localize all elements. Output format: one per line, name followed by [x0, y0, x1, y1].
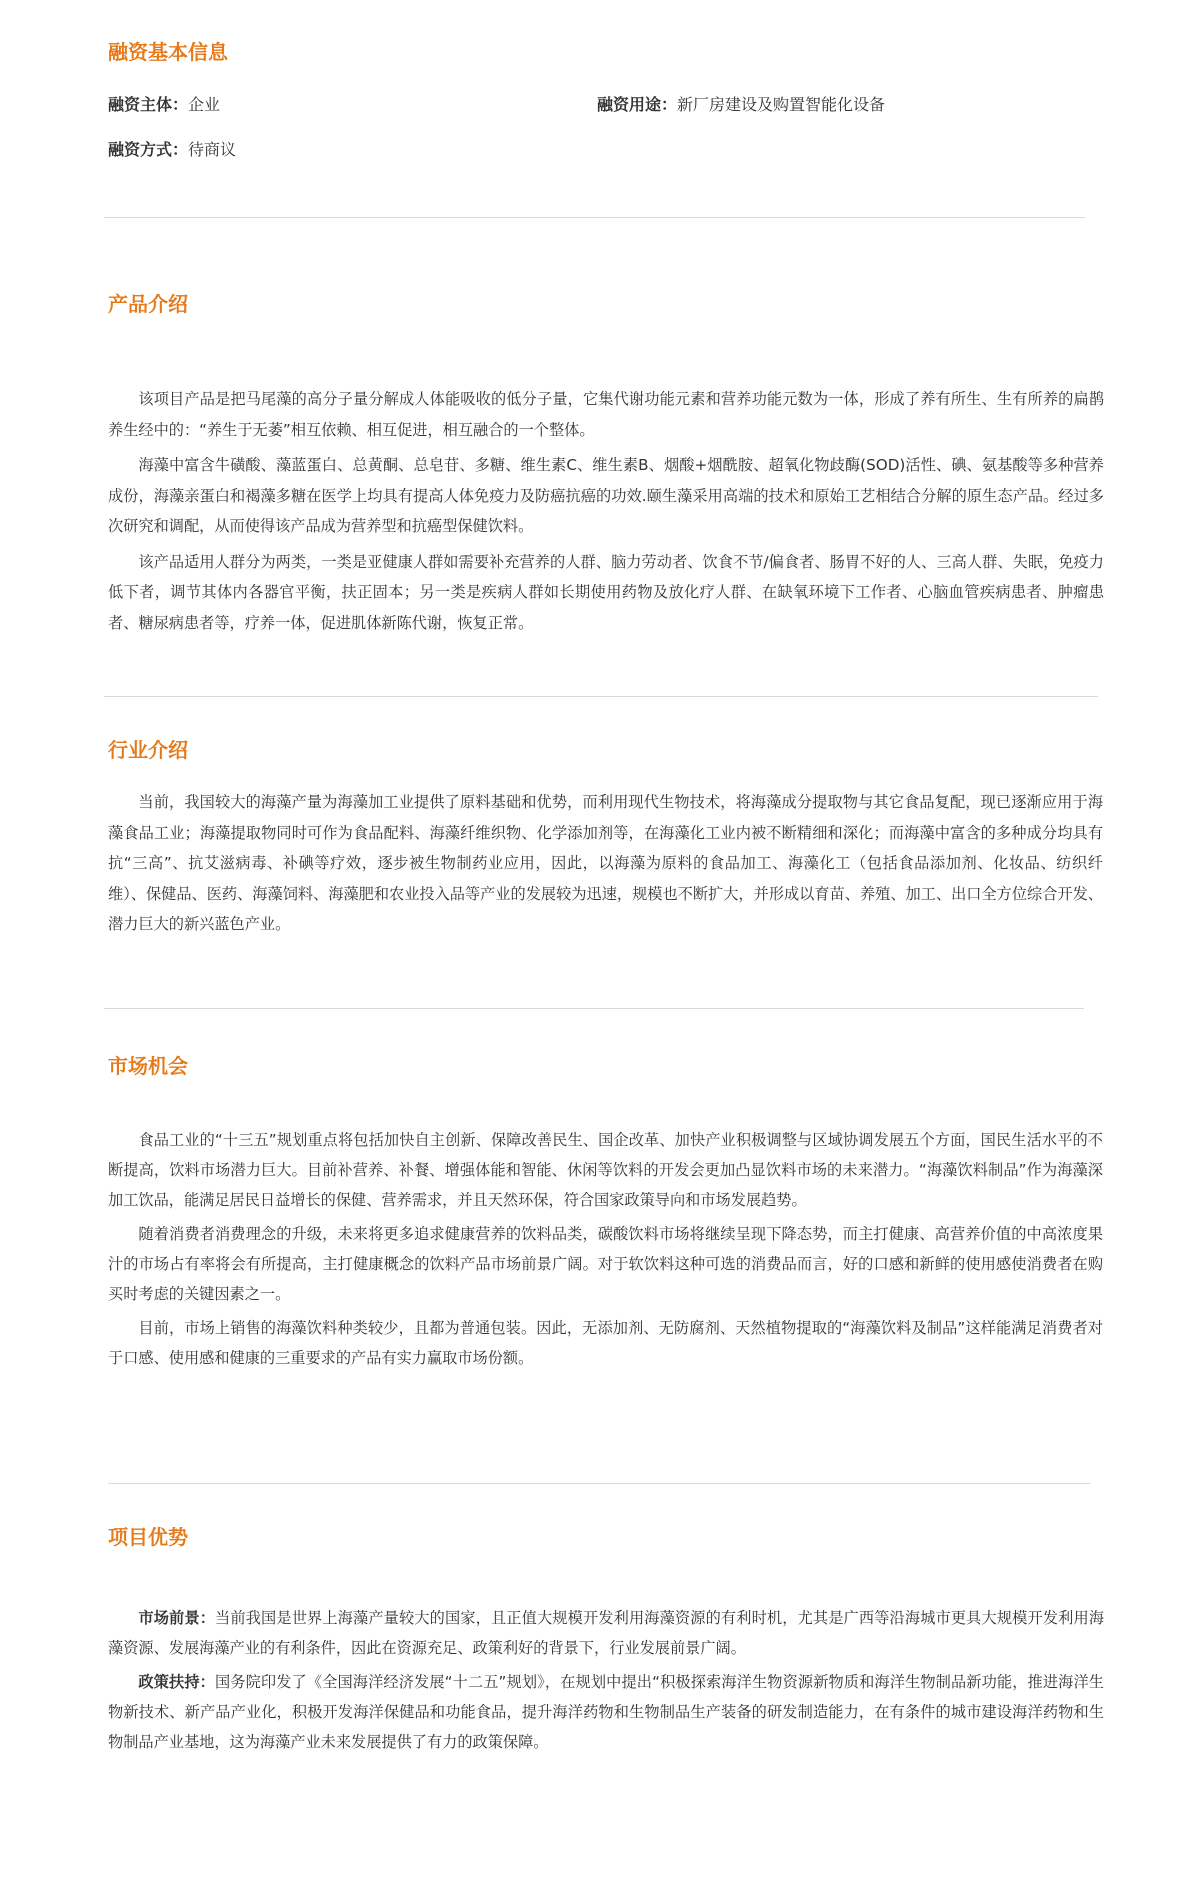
financing-usage-value: 新厂房建设及购置智能化设备: [677, 95, 886, 114]
paragraph: 海藻中富含牛磺酸、藻蓝蛋白、总黄酮、总皂苷、多糖、维生素C、维生素B、烟酸+烟酰胺、超氧化物歧酶(SOD)活性、碘、氨基酸等多种营养成份，海藻亲蛋白和褐藻多糖在医学上均具有提高人体免疫力及防癌抗癌的功效.颐生藻采用高端的技术和原始工艺相结合分解的原生态产品。经过多次研究和调配，从而使得该产品成为营养型和抗癌型保健饮料。: [108, 456, 1104, 535]
financing-subject-value: 企业: [188, 95, 221, 114]
divider: [104, 696, 1098, 697]
paragraph: 食品工业的“十三五”规划重点将包括加快自主创新、保障改善民生、国企改革、加快产业积极调整与区域协调发展五个方面，国民生活水平的不断提高，饮料市场潜力巨大。目前补营养、补餐、增强体能和智能、休闲等饮料的开发会更加凸显饮料市场的未来潜力。“海藻饮料制品”作为海藻深加工饮品，能满足居民日益增长的保健、营养需求，并且天然环保，符合国家政策导向和市场发展趋势。: [108, 1131, 1103, 1209]
market-body: [108, 1125, 1103, 1373]
section-title-market: 市场机会: [108, 1054, 188, 1078]
section-title-industry: 行业介绍: [108, 738, 188, 762]
financing-method-label: 融资方式：: [108, 140, 189, 159]
advantage-label: 政策扶持：: [138, 1673, 215, 1691]
paragraph: 该项目产品是把马尾藻的高分子量分解成人体能吸收的低分子量，它集代谢功能元素和营养功能元数为一体，形成了养有所生、生有所养的扁鹊养生经中的：“养生于无萎”相互依赖、相互促进，相互融合的一个整体。: [108, 390, 1104, 439]
section-title-advantage: 项目优势: [108, 1525, 188, 1549]
paragraph: 目前，市场上销售的海藻饮料种类较少，且都为普通包装。因此，无添加剂、无防腐剂、天然植物提取的“海藻饮料及制品”这样能满足消费者对于口感、使用感和健康的三重要求的产品有实力赢取市场份额。: [108, 1319, 1103, 1367]
divider: [104, 1008, 1084, 1009]
advantage-item-market-outlook: [108, 1603, 1104, 1663]
section-title-product: 产品介绍: [108, 292, 188, 316]
financing-usage: [597, 94, 885, 116]
financing-method: [108, 139, 236, 161]
product-body: [108, 384, 1104, 638]
advantage-text: 当前我国是世界上海藻产量较大的国家，且正值大规模开发利用海藻资源的有利时机，尤其是广西等沿海城市更具大规模开发利用海藻资源、发展海藻产业的有利条件，因此在资源充足、政策利好的背景下，行业发展前景广阔。: [108, 1609, 1105, 1657]
financing-subject-label: 融资主体：: [108, 95, 189, 114]
paragraph: 当前，我国较大的海藻产量为海藻加工业提供了原料基础和优势，而利用现代生物技术，将海藻成分提取物与其它食品复配，现已逐渐应用于海藻食品工业；海藻提取物同时可作为食品配料、海藻纤维织物、化学添加剂等，在海藻化工业内被不断精细和深化；而海藻中富含的多种成分均具有抗“三高”、抗艾滋病毒、补碘等疗效，逐步被生物制药业应用，因此，以海藻为原料的食品加工、海藻化工（包括食品添加剂、化妆品、纺织纤维）、保健品、医药、海藻饲料、海藻肥和农业投入品等产业的发展较为迅速，规模也不断扩大，并形成以育苗、养殖、加工、出口全方位综合开发、潜力巨大的新兴蓝色产业。: [108, 793, 1103, 933]
advantage-text: 国务院印发了《全国海洋经济发展“十二五”规划》，在规划中提出“积极探索海洋生物资源新物质和海洋生物制品新功能，推进海洋生物新技术、新产品产业化，积极开发海洋保健品和功能食品，提升海洋药物和生物制品生产装备的研发制造能力，在有条件的城市建设海洋药物和生物制品产业基地，这为海藻产业未来发展提供了有力的政策保障。: [108, 1673, 1104, 1751]
paragraph: 该产品适用人群分为两类，一类是亚健康人群如需要补充营养的人群、脑力劳动者、饮食不节/偏食者、肠胃不好的人、三高人群、失眠，免疫力低下者，调节其体内各器官平衡，扶正固本；另一类是疾病人群如长期使用药物及放化疗人群、在缺氧环境下工作者、心脑血管疾病患者、肿瘤患者、糖尿病患者等，疗养一体，促进肌体新陈代谢，恢复正常。: [108, 552, 1104, 632]
divider: [104, 217, 1085, 218]
industry-body: [108, 787, 1103, 940]
financing-usage-label: 融资用途：: [597, 95, 678, 114]
divider: [108, 1483, 1090, 1484]
financing-subject: [108, 94, 220, 116]
advantage-item-policy-support: [108, 1667, 1104, 1757]
paragraph: 随着消费者消费理念的升级，未来将更多追求健康营养的饮料品类，碳酸饮料市场将继续呈现下降态势，而主打健康、高营养价值的中高浓度果汁的市场占有率将会有所提高，主打健康概念的饮料产品市场前景广阔。对于软饮料这种可选的消费品而言，好的口感和新鲜的使用感使消费者在购买时考虑的关键因素之一。: [108, 1225, 1103, 1303]
advantage-label: 市场前景：: [138, 1609, 216, 1627]
section-title-financing: 融资基本信息: [108, 40, 228, 64]
financing-method-value: 待商议: [188, 140, 237, 159]
advantage-body: [108, 1603, 1104, 1757]
